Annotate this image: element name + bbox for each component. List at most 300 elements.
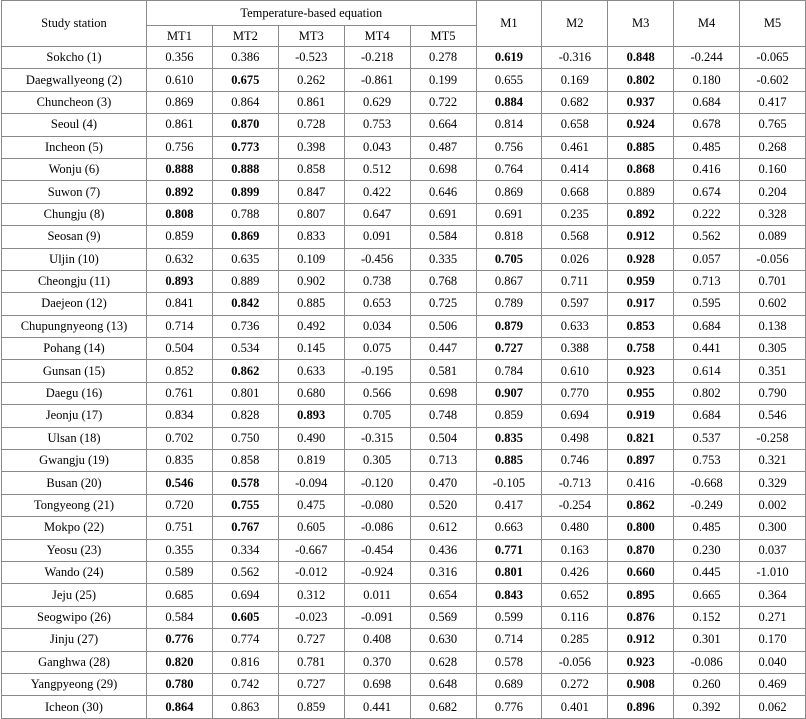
value-cell: 0.888 [212, 158, 278, 180]
value-cell: 0.520 [410, 494, 476, 516]
value-cell: 0.646 [410, 181, 476, 203]
value-cell: 0.864 [212, 91, 278, 113]
value-cell: -0.713 [542, 472, 608, 494]
value-cell: 0.222 [674, 203, 740, 225]
value-cell: 0.698 [344, 673, 410, 695]
value-cell: 0.694 [212, 584, 278, 606]
value-cell: -0.065 [740, 47, 806, 69]
value-cell: 0.546 [740, 405, 806, 427]
value-cell: 0.335 [410, 248, 476, 270]
value-cell: 0.843 [476, 584, 542, 606]
value-cell: 0.884 [476, 91, 542, 113]
value-cell: 0.546 [147, 472, 213, 494]
station-cell: Chupungnyeong (13) [2, 315, 147, 337]
column-header-mt1: MT1 [147, 26, 213, 47]
table-row [2, 651, 806, 673]
column-header-m2: M2 [542, 1, 608, 47]
station-cell: Cheongju (11) [2, 270, 147, 292]
value-cell: 0.818 [476, 226, 542, 248]
value-cell: 0.835 [147, 450, 213, 472]
value-cell: 0.895 [608, 584, 674, 606]
table-row [2, 405, 806, 427]
table-row [2, 427, 806, 449]
value-cell: -0.091 [344, 606, 410, 628]
value-cell: 0.629 [344, 91, 410, 113]
value-cell: 0.746 [542, 450, 608, 472]
value-cell: 0.800 [608, 517, 674, 539]
value-cell: 0.599 [476, 606, 542, 628]
value-cell: 0.691 [476, 203, 542, 225]
value-cell: -0.218 [344, 47, 410, 69]
value-cell: 0.169 [542, 69, 608, 91]
value-cell: 0.566 [344, 382, 410, 404]
value-cell: 0.401 [542, 696, 608, 718]
value-cell: 0.833 [278, 226, 344, 248]
station-cell: Mokpo (22) [2, 517, 147, 539]
value-cell: 0.597 [542, 293, 608, 315]
column-header-mt2: MT2 [212, 26, 278, 47]
value-cell: 0.853 [608, 315, 674, 337]
value-cell: 0.370 [344, 651, 410, 673]
value-cell: 0.758 [608, 338, 674, 360]
value-cell: 0.899 [212, 181, 278, 203]
value-cell: 0.869 [476, 181, 542, 203]
value-cell: -0.080 [344, 494, 410, 516]
station-cell: Uljin (10) [2, 248, 147, 270]
value-cell: 0.767 [212, 517, 278, 539]
value-cell: 0.648 [410, 673, 476, 695]
value-cell: 0.713 [410, 450, 476, 472]
column-header-m4: M4 [674, 1, 740, 47]
value-cell: 0.788 [212, 203, 278, 225]
station-cell: Jinju (27) [2, 629, 147, 651]
value-cell: 0.684 [674, 315, 740, 337]
value-cell: 0.160 [740, 158, 806, 180]
value-cell: 0.562 [212, 561, 278, 583]
value-cell: 0.859 [476, 405, 542, 427]
station-cell: Seogwipo (26) [2, 606, 147, 628]
value-cell: 0.802 [674, 382, 740, 404]
value-cell: 0.682 [542, 91, 608, 113]
value-cell: 0.658 [542, 114, 608, 136]
station-cell: Gunsan (15) [2, 360, 147, 382]
value-cell: 0.691 [410, 203, 476, 225]
value-cell: 0.713 [674, 270, 740, 292]
value-cell: 0.684 [674, 405, 740, 427]
value-cell: 0.776 [476, 696, 542, 718]
value-cell: 0.675 [212, 69, 278, 91]
value-cell: 0.145 [278, 338, 344, 360]
value-cell: 0.328 [740, 203, 806, 225]
value-cell: -0.523 [278, 47, 344, 69]
value-cell: 0.861 [147, 114, 213, 136]
value-cell: 0.492 [278, 315, 344, 337]
value-cell: 0.595 [674, 293, 740, 315]
value-cell: 0.888 [147, 158, 213, 180]
value-cell: 0.665 [674, 584, 740, 606]
value-cell: 0.490 [278, 427, 344, 449]
value-cell: 0.738 [344, 270, 410, 292]
table-row [2, 315, 806, 337]
value-cell: 0.727 [476, 338, 542, 360]
value-cell: -0.244 [674, 47, 740, 69]
station-cell: Jeonju (17) [2, 405, 147, 427]
value-cell: 0.398 [278, 136, 344, 158]
value-cell: 0.714 [476, 629, 542, 651]
value-cell: 0.043 [344, 136, 410, 158]
value-cell: -0.667 [278, 539, 344, 561]
value-cell: 0.711 [542, 270, 608, 292]
value-cell: 0.924 [608, 114, 674, 136]
value-cell: 0.784 [476, 360, 542, 382]
value-cell: 0.705 [344, 405, 410, 427]
table-row [2, 696, 806, 718]
value-cell: 0.089 [740, 226, 806, 248]
value-cell: 0.835 [476, 427, 542, 449]
value-cell: -0.315 [344, 427, 410, 449]
value-cell: 0.612 [410, 517, 476, 539]
table-row [2, 158, 806, 180]
value-cell: 0.355 [147, 539, 213, 561]
value-cell: 0.300 [740, 517, 806, 539]
value-cell: 0.589 [147, 561, 213, 583]
value-cell: 0.869 [212, 226, 278, 248]
table-row [2, 114, 806, 136]
value-cell: 0.867 [476, 270, 542, 292]
value-cell: 0.848 [608, 47, 674, 69]
value-cell: 0.504 [147, 338, 213, 360]
value-cell: 0.742 [212, 673, 278, 695]
value-cell: -0.056 [740, 248, 806, 270]
station-cell: Wando (24) [2, 561, 147, 583]
table-row [2, 293, 806, 315]
value-cell: 0.163 [542, 539, 608, 561]
value-cell: 0.329 [740, 472, 806, 494]
value-cell: 0.889 [212, 270, 278, 292]
column-header-m1: M1 [476, 1, 542, 47]
value-cell: -0.454 [344, 539, 410, 561]
value-cell: 0.923 [608, 651, 674, 673]
table-row [2, 203, 806, 225]
table-row [2, 47, 806, 69]
value-cell: 0.199 [410, 69, 476, 91]
value-cell: 0.764 [476, 158, 542, 180]
value-cell: 0.487 [410, 136, 476, 158]
value-cell: 0.614 [674, 360, 740, 382]
value-cell: 0.417 [740, 91, 806, 113]
value-cell: -0.023 [278, 606, 344, 628]
value-cell: 0.919 [608, 405, 674, 427]
value-cell: 0.584 [410, 226, 476, 248]
station-cell: Daegu (16) [2, 382, 147, 404]
value-cell: 0.562 [674, 226, 740, 248]
value-cell: 0.630 [410, 629, 476, 651]
value-cell: 0.728 [278, 114, 344, 136]
value-cell: 0.485 [674, 517, 740, 539]
value-cell: 0.534 [212, 338, 278, 360]
station-cell: Wonju (6) [2, 158, 147, 180]
value-cell: 0.285 [542, 629, 608, 651]
value-cell: 0.727 [278, 629, 344, 651]
value-cell: 0.885 [608, 136, 674, 158]
value-cell: -0.602 [740, 69, 806, 91]
value-cell: 0.885 [278, 293, 344, 315]
table-row [2, 539, 806, 561]
value-cell: -0.086 [344, 517, 410, 539]
value-cell: 0.416 [608, 472, 674, 494]
value-cell: -0.094 [278, 472, 344, 494]
value-cell: 0.334 [212, 539, 278, 561]
value-cell: 0.756 [476, 136, 542, 158]
value-cell: 0.578 [476, 651, 542, 673]
table-row [2, 91, 806, 113]
value-cell: 0.426 [542, 561, 608, 583]
value-cell: 0.714 [147, 315, 213, 337]
value-cell: 0.581 [410, 360, 476, 382]
value-cell: -0.254 [542, 494, 608, 516]
station-cell: Jeju (25) [2, 584, 147, 606]
value-cell: 0.765 [740, 114, 806, 136]
value-cell: 0.705 [476, 248, 542, 270]
value-cell: 0.278 [410, 47, 476, 69]
value-cell: 0.584 [147, 606, 213, 628]
results-table [1, 0, 806, 719]
value-cell: 0.756 [147, 136, 213, 158]
value-cell: 0.268 [740, 136, 806, 158]
value-cell: 0.180 [674, 69, 740, 91]
table-row [2, 270, 806, 292]
station-cell: Yeosu (23) [2, 539, 147, 561]
value-cell: 0.610 [542, 360, 608, 382]
table-row [2, 450, 806, 472]
station-cell: Yangpyeong (29) [2, 673, 147, 695]
value-cell: 0.685 [147, 584, 213, 606]
value-cell: 0.416 [674, 158, 740, 180]
value-cell: 0.858 [278, 158, 344, 180]
value-cell: 0.356 [147, 47, 213, 69]
value-cell: 0.885 [476, 450, 542, 472]
column-header-mt5: MT5 [410, 26, 476, 47]
value-cell: 0.037 [740, 539, 806, 561]
value-cell: 0.862 [608, 494, 674, 516]
value-cell: 0.781 [278, 651, 344, 673]
station-cell: Busan (20) [2, 472, 147, 494]
header-row-top [2, 1, 806, 26]
value-cell: 0.725 [410, 293, 476, 315]
value-cell: 0.272 [542, 673, 608, 695]
table-row [2, 226, 806, 248]
value-cell: 0.751 [147, 517, 213, 539]
value-cell: 0.654 [410, 584, 476, 606]
table-row [2, 584, 806, 606]
value-cell: 0.632 [147, 248, 213, 270]
table-row [2, 382, 806, 404]
value-cell: 0.702 [147, 427, 213, 449]
value-cell: 0.498 [542, 427, 608, 449]
value-cell: 0.859 [147, 226, 213, 248]
value-cell: 0.480 [542, 517, 608, 539]
value-cell: 0.235 [542, 203, 608, 225]
value-cell: 0.907 [476, 382, 542, 404]
value-cell: -0.249 [674, 494, 740, 516]
value-cell: 0.780 [147, 673, 213, 695]
value-cell: 0.260 [674, 673, 740, 695]
value-cell: 0.816 [212, 651, 278, 673]
value-cell: 0.441 [674, 338, 740, 360]
value-cell: 0.701 [740, 270, 806, 292]
value-cell: 0.610 [147, 69, 213, 91]
value-cell: 0.828 [212, 405, 278, 427]
value-cell: -0.086 [674, 651, 740, 673]
value-cell: 0.075 [344, 338, 410, 360]
value-cell: 0.568 [542, 226, 608, 248]
value-cell: 0.619 [476, 47, 542, 69]
value-cell: 0.040 [740, 651, 806, 673]
table-row [2, 606, 806, 628]
value-cell: 0.821 [608, 427, 674, 449]
value-cell: 0.819 [278, 450, 344, 472]
value-cell: 0.116 [542, 606, 608, 628]
value-cell: 0.422 [344, 181, 410, 203]
station-cell: Suwon (7) [2, 181, 147, 203]
value-cell: 0.034 [344, 315, 410, 337]
value-cell: 0.305 [344, 450, 410, 472]
value-cell: 0.414 [542, 158, 608, 180]
value-cell: 0.633 [542, 315, 608, 337]
value-cell: 0.893 [147, 270, 213, 292]
value-cell: 0.870 [608, 539, 674, 561]
column-header-mt3: MT3 [278, 26, 344, 47]
value-cell: 0.807 [278, 203, 344, 225]
value-cell: 0.152 [674, 606, 740, 628]
value-cell: 0.862 [212, 360, 278, 382]
value-cell: 0.470 [410, 472, 476, 494]
table-row [2, 673, 806, 695]
table-body [2, 47, 806, 719]
value-cell: 0.869 [147, 91, 213, 113]
value-cell: 0.955 [608, 382, 674, 404]
value-cell: -0.456 [344, 248, 410, 270]
value-cell: 0.868 [608, 158, 674, 180]
value-cell: 0.312 [278, 584, 344, 606]
value-cell: 0.908 [608, 673, 674, 695]
value-cell: 0.436 [410, 539, 476, 561]
value-cell: 0.011 [344, 584, 410, 606]
value-cell: 0.912 [608, 629, 674, 651]
value-cell: 0.417 [476, 494, 542, 516]
value-cell: 0.753 [674, 450, 740, 472]
value-cell: -0.316 [542, 47, 608, 69]
station-cell: Seosan (9) [2, 226, 147, 248]
value-cell: 0.663 [476, 517, 542, 539]
value-cell: 0.937 [608, 91, 674, 113]
value-cell: -0.120 [344, 472, 410, 494]
value-cell: 0.301 [674, 629, 740, 651]
value-cell: 0.864 [147, 696, 213, 718]
value-cell: 0.057 [674, 248, 740, 270]
value-cell: 0.091 [344, 226, 410, 248]
value-cell: 0.912 [608, 226, 674, 248]
group-header: Temperature-based equation [147, 1, 477, 26]
value-cell: 0.204 [740, 181, 806, 203]
value-cell: 0.652 [542, 584, 608, 606]
table-row [2, 338, 806, 360]
value-cell: -0.924 [344, 561, 410, 583]
value-cell: 0.653 [344, 293, 410, 315]
value-cell: 0.722 [410, 91, 476, 113]
value-cell: 0.834 [147, 405, 213, 427]
value-cell: -1.010 [740, 561, 806, 583]
value-cell: -0.012 [278, 561, 344, 583]
table-row [2, 517, 806, 539]
table-row [2, 561, 806, 583]
table-row [2, 248, 806, 270]
table-row [2, 69, 806, 91]
value-cell: 0.674 [674, 181, 740, 203]
value-cell: 0.680 [278, 382, 344, 404]
station-cell: Seoul (4) [2, 114, 147, 136]
value-cell: 0.698 [410, 382, 476, 404]
value-cell: 0.537 [674, 427, 740, 449]
value-cell: -0.056 [542, 651, 608, 673]
value-cell: 0.770 [542, 382, 608, 404]
column-header-m5: M5 [740, 1, 806, 47]
station-cell: Tongyeong (21) [2, 494, 147, 516]
value-cell: 0.892 [608, 203, 674, 225]
value-cell: 0.768 [410, 270, 476, 292]
value-cell: 0.859 [278, 696, 344, 718]
value-cell: -0.105 [476, 472, 542, 494]
value-cell: 0.689 [476, 673, 542, 695]
value-cell: 0.506 [410, 315, 476, 337]
station-cell: Daegwallyeong (2) [2, 69, 147, 91]
value-cell: 0.902 [278, 270, 344, 292]
value-cell: 0.475 [278, 494, 344, 516]
value-cell: 0.892 [147, 181, 213, 203]
value-cell: 0.635 [212, 248, 278, 270]
value-cell: 0.771 [476, 539, 542, 561]
value-cell: 0.776 [147, 629, 213, 651]
value-cell: 0.660 [608, 561, 674, 583]
value-cell: 0.668 [542, 181, 608, 203]
value-cell: 0.504 [410, 427, 476, 449]
value-cell: 0.698 [410, 158, 476, 180]
value-cell: 0.628 [410, 651, 476, 673]
value-cell: 0.959 [608, 270, 674, 292]
value-cell: 0.736 [212, 315, 278, 337]
value-cell: 0.392 [674, 696, 740, 718]
value-cell: 0.789 [476, 293, 542, 315]
value-cell: 0.655 [476, 69, 542, 91]
value-cell: 0.755 [212, 494, 278, 516]
value-cell: -0.195 [344, 360, 410, 382]
station-cell: Incheon (5) [2, 136, 147, 158]
value-cell: 0.720 [147, 494, 213, 516]
value-cell: 0.847 [278, 181, 344, 203]
value-cell: 0.790 [740, 382, 806, 404]
value-cell: 0.802 [608, 69, 674, 91]
value-cell: 0.321 [740, 450, 806, 472]
column-header-mt4: MT4 [344, 26, 410, 47]
value-cell: 0.109 [278, 248, 344, 270]
value-cell: 0.879 [476, 315, 542, 337]
station-cell: Chuncheon (3) [2, 91, 147, 113]
value-cell: 0.441 [344, 696, 410, 718]
value-cell: 0.138 [740, 315, 806, 337]
value-cell: 0.750 [212, 427, 278, 449]
table-row [2, 136, 806, 158]
value-cell: 0.773 [212, 136, 278, 158]
